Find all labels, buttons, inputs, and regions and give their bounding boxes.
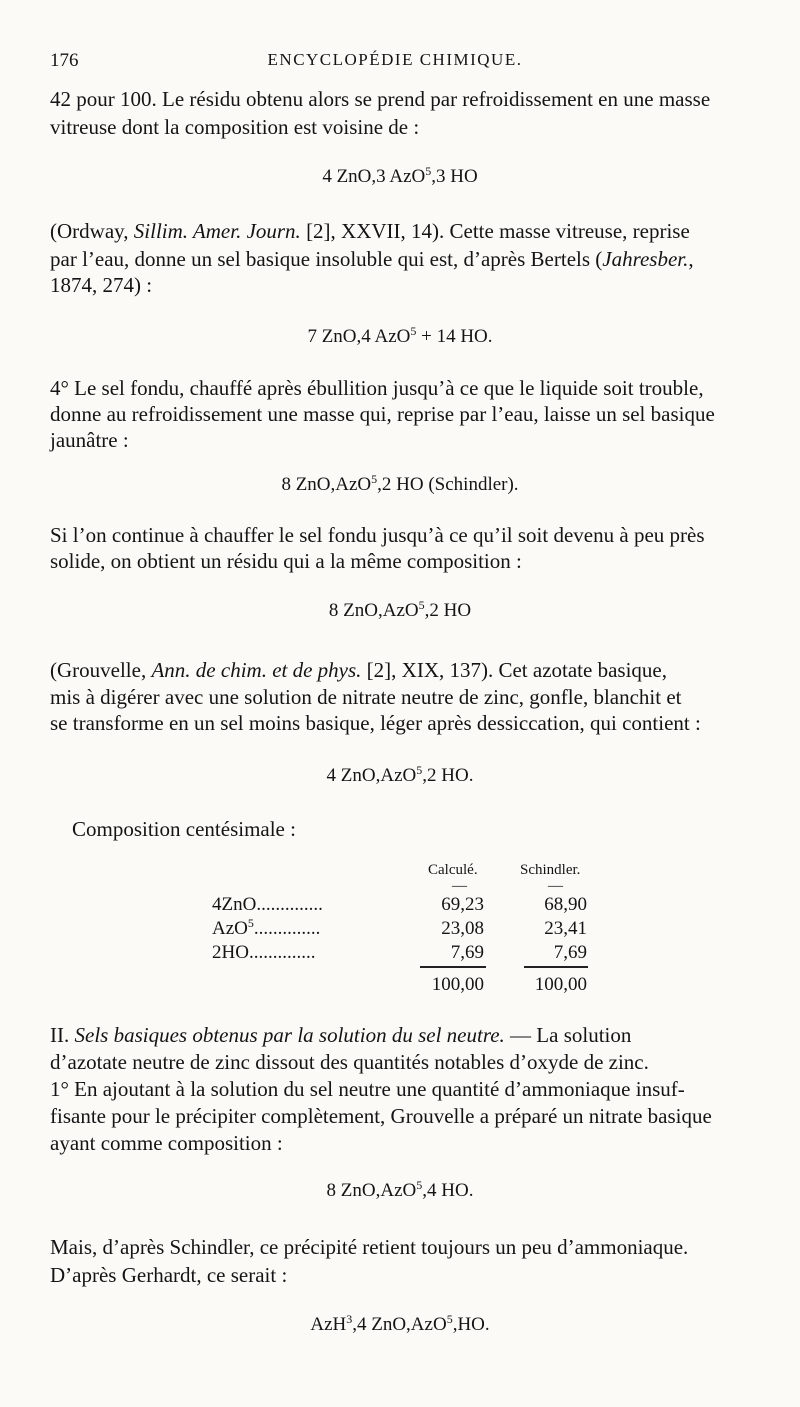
text-line: 4° Le sel fondu, chauffé après ébullition jusqu’à ce que le liquide soit trouble, <box>50 376 704 400</box>
text-line: 1874, 274) : <box>50 273 153 297</box>
formula: 8 ZnO,AzO$^5$,2 HO <box>328 598 472 621</box>
text-line: (Grouvelle, Ann. de chim. et de phys. [2], XIX, 137). Cet azotate basique, <box>50 658 667 682</box>
text-line: ayant comme composition : <box>50 1131 283 1155</box>
citation-title: Jahresber. <box>602 247 689 271</box>
composition-label: Composition centésimale : <box>72 817 296 841</box>
total-rule <box>420 966 486 968</box>
text-line: d’azotate neutre de zinc dissout des quantités notables d’oxyde de zinc. <box>50 1050 649 1074</box>
section-heading-line: II. Sels basiques obtenus par la solution du sel neutre. — La solution <box>50 1023 632 1047</box>
text-line: 42 pour 100. Le résidu obtenu alors se prend par refroidissement en une masse <box>50 87 711 111</box>
text-line: (Ordway, Sillim. Amer. Journ. [2], XXVII, 14). Cette masse vitreuse, reprise <box>50 219 690 243</box>
column-header-calc: Calculé. <box>428 862 478 878</box>
text-line: Si l’on continue à chauffer le sel fondu jusqu’à ce qu’il soit devenu à peu près <box>50 523 705 547</box>
formula: AzH$^3$,4 ZnO,AzO$^5$,HO. <box>310 1312 490 1335</box>
column-dash: — <box>452 878 467 894</box>
text-line: D’après Gerhardt, ce serait : <box>50 1263 288 1287</box>
text-line: se transforme en un sel moins basique, léger après dessiccation, qui contient : <box>50 711 701 735</box>
total-schindler: 100,00 <box>534 974 587 995</box>
formula: 4 ZnO,AzO$^5$,2 HO. <box>326 763 474 786</box>
total-calc: 100,00 <box>431 974 484 995</box>
formula: 4 ZnO,3 AzO$^5$,3 HO <box>322 164 478 187</box>
text-line: fisante pour le précipiter complètement, Grouvelle a préparé un nitrate basique <box>50 1104 712 1128</box>
page-number: 176 <box>50 50 79 71</box>
citation-title: Sillim. Amer. Journ. <box>133 219 301 243</box>
running-title: ENCYCLOPÉDIE CHIMIQUE. <box>267 50 523 69</box>
formula: 8 ZnO,AzO$^5$,4 HO. <box>326 1178 474 1201</box>
text-line: Mais, d’après Schindler, ce précipité retient toujours un peu d’ammoniaque. <box>50 1235 689 1259</box>
text-line: donne au refroidissement une masse qui, reprise par l’eau, laisse un sel basique <box>50 402 715 426</box>
column-dash: — <box>548 878 563 894</box>
text-line: 1° En ajoutant à la solution du sel neutre une quantité d’ammoniaque insuf- <box>50 1077 685 1101</box>
column-header-schindler: Schindler. <box>520 862 581 878</box>
text-line: vitreuse dont la composition est voisine de : <box>50 115 420 139</box>
text-line: par l’eau, donne un sel basique insoluble qui est, d’après Bertels (Jahresber., <box>50 247 694 271</box>
book-page: 176 ENCYCLOPÉDIE CHIMIQUE. 42 pour 100. Le résidu obtenu alors se prend par refroidissement en une masse vitreuse dont la composition est voisine de : 4 ZnO,3 AzO$^5$,3 HO (Ordway, Sillim. Amer. Journ. [2], XXVII, 14). Cette masse vitreuse, reprise par l’eau, donne un sel basique insoluble qui est, d’après Bertels (Jahresber., 1874, 274) : 7 ZnO,4 AzO$^5$ + 14 HO. 4° Le sel fondu, chauffé après ébullition jusqu’à ce que le liquide soit trouble, donne au refroidissement une masse qui, reprise par l’eau, laisse un sel basique jaunâtre : 8 ZnO,AzO$^5$,2 HO (Schindler). Si l’on continue à chauffer le sel fondu jusqu’à ce qu’il soit devenu à peu près solide, on obtient un résidu qui a la même composition : 8 ZnO,AzO$^5$,2 HO (Grouvelle, Ann. de chim. et de phys. [2], XIX, 137). Cet azotate basique, mis à digérer avec une solution de nitrate neutre de zinc, gonfle, blanchit et se transforme en un sel moins basique, léger après dessiccation, qui contient : 4 ZnO,AzO$^5$,2 HO. Composition centésimale : Calculé. Schindler. — — 4ZnO.............. 69,23 68,90 AzO$^5$.............. 23,08 23,41 2HO.............. 7,69 7,69 100,00 100,00 II. Sels basiques obtenus par la solution du sel neutre. — La solution d’azotate neutre de zinc dissout des quantités notables d’oxyde de zinc. 1° En ajoutant à la solution du sel neutre une quantité d’ammoniaque insuf- fisante pour le précipiter complètement, Grouvelle a préparé un nitrate basique ayant comme composition : 8 ZnO,AzO$^5$,4 HO. Mais, d’après Schindler, ce précipité retient toujours un peu d’ammoniaque. D’après Gerhardt, ce serait : AzH$^3$,4 ZnO,AzO$^5$,HO. <box>0 0 800 1407</box>
citation-title: Ann. de chim. et de phys. <box>151 658 362 682</box>
text-line: solide, on obtient un résidu qui a la même composition : <box>50 549 522 573</box>
page-header <box>50 50 740 76</box>
text-line: mis à digérer avec une solution de nitrate neutre de zinc, gonfle, blanchit et <box>50 685 682 709</box>
total-rule <box>524 966 588 968</box>
formula: 7 ZnO,4 AzO$^5$ + 14 HO. <box>307 324 493 347</box>
text-line: jaunâtre : <box>50 428 129 452</box>
section-title: Sels basiques obtenus par la solution du sel neutre. <box>74 1023 505 1047</box>
formula: 8 ZnO,AzO$^5$,2 HO (Schindler). <box>281 472 519 495</box>
